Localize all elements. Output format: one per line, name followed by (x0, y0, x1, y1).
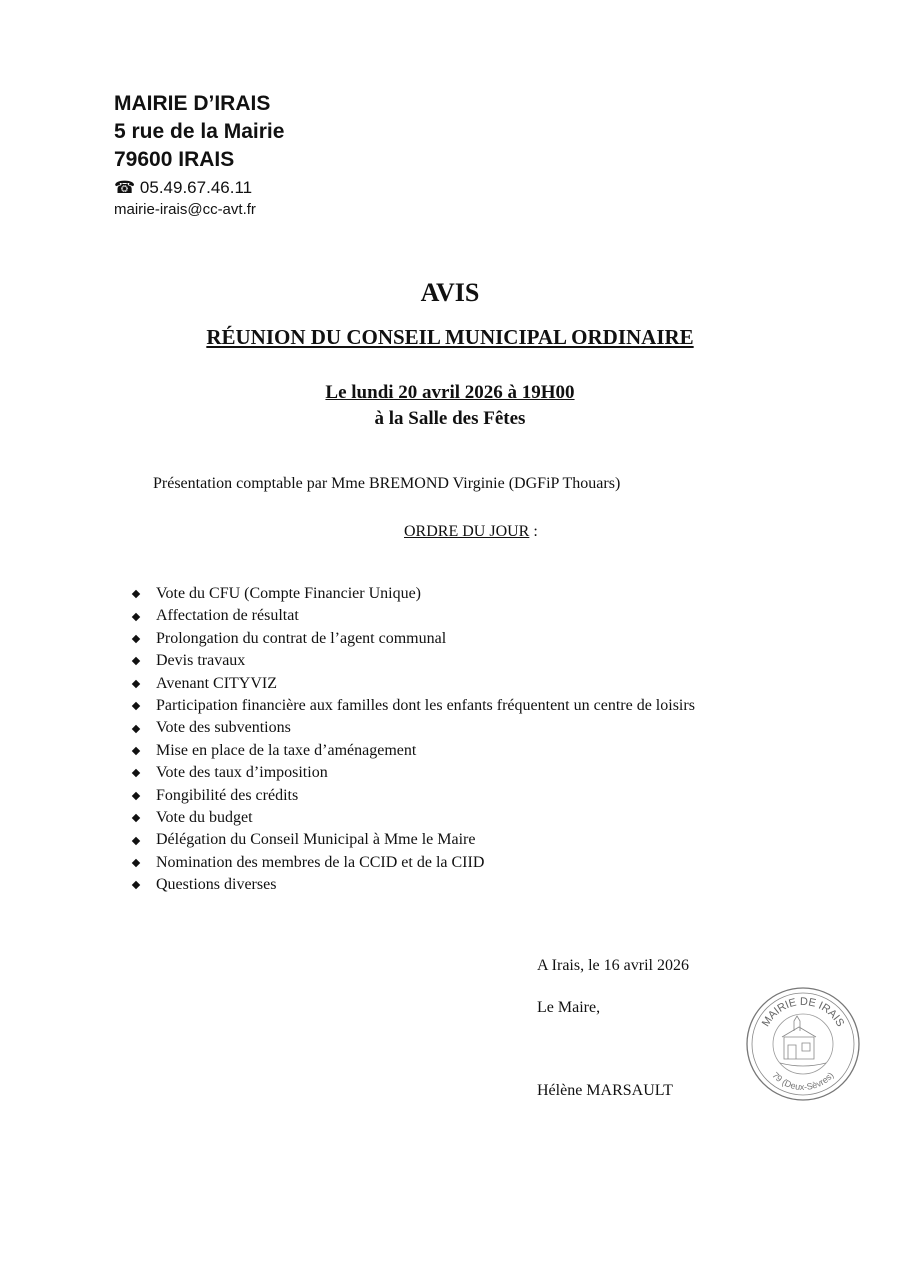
agenda-item-text: Mise en place de la taxe d’aménagement (156, 741, 417, 759)
bullet-diamond-icon (132, 635, 140, 643)
agenda-item (130, 673, 695, 695)
signoff-place-date: A Irais, le 16 avril 2026 (537, 957, 689, 974)
email-address: mairie-irais@cc-avt.fr (114, 201, 256, 218)
stamp-top-text: MAIRIE DE IRAIS (759, 995, 847, 1029)
bullet-diamond-icon (132, 769, 140, 777)
agenda-item (130, 807, 695, 829)
org-name: MAIRIE D’IRAIS (114, 92, 271, 115)
agenda-heading-text: ORDRE DU JOUR (404, 523, 530, 540)
telephone-icon: ☎ (114, 178, 136, 197)
stamp-emblem (780, 1016, 826, 1066)
bullet-diamond-icon (132, 814, 140, 822)
agenda-item (130, 695, 695, 717)
agenda-item (130, 785, 695, 807)
agenda-item-text: Délégation du Conseil Municipal à Mme le Maire (156, 831, 476, 849)
signoff-name: Hélène MARSAULT (537, 1082, 673, 1099)
mairie-stamp (744, 985, 862, 1103)
agenda-item (130, 583, 695, 605)
bullet-diamond-icon (132, 680, 140, 688)
agenda-heading (404, 523, 538, 541)
agenda-item (130, 762, 695, 784)
bullet-diamond-icon (132, 792, 140, 800)
bullet-diamond-icon (132, 881, 140, 889)
agenda-item-text: Nomination des membres de la CCID et de la CIID (156, 853, 485, 871)
agenda-item-text: Fongibilité des crédits (156, 786, 299, 804)
bullet-diamond-icon (132, 747, 140, 755)
presentation-line: Présentation comptable par Mme BREMOND Virginie (DGFiP Thouars) (153, 475, 621, 492)
agenda-item (130, 829, 695, 851)
agenda-item-text: Questions diverses (156, 876, 277, 894)
agenda-item (130, 852, 695, 874)
agenda-item (130, 628, 695, 650)
document-title: AVIS (420, 278, 480, 307)
org-city: 79600 IRAIS (114, 148, 235, 171)
agenda-item-text: Vote du budget (156, 809, 253, 827)
agenda-item-text: Devis travaux (156, 652, 246, 670)
bullet-diamond-icon (132, 612, 140, 620)
agenda-item-text: Vote du CFU (Compte Financier Unique) (156, 585, 422, 602)
agenda-item-text: Vote des taux d’imposition (156, 764, 328, 782)
agenda-item-text: Vote des subventions (156, 719, 291, 737)
agenda-item (130, 874, 695, 896)
bullet-diamond-icon (132, 836, 140, 844)
agenda-item-text: Participation financière aux familles dont les enfants fréquentent un centre de loisirs (156, 697, 695, 715)
bullet-diamond-icon (132, 657, 140, 665)
meeting-place: à la Salle des Fêtes (374, 408, 526, 429)
stamp-bottom-text: 79 (Deux-Sèvres) (770, 1070, 836, 1093)
agenda-list (130, 583, 695, 897)
agenda-item (130, 650, 695, 672)
meeting-date: Le lundi 20 avril 2026 à 19H00 (325, 382, 575, 403)
agenda-item-text: Prolongation du contrat de l’agent communal (156, 629, 447, 647)
agenda-item (130, 717, 695, 739)
agenda-heading-colon: : (529, 523, 538, 540)
agenda-item (130, 740, 695, 762)
agenda-item-text: Avenant CITYVIZ (156, 674, 277, 692)
bullet-diamond-icon (132, 590, 140, 598)
bullet-diamond-icon (132, 702, 140, 710)
letterhead (114, 90, 284, 220)
bullet-diamond-icon (132, 724, 140, 732)
bullet-diamond-icon (132, 859, 140, 867)
signoff-role: Le Maire, (537, 999, 601, 1016)
agenda-item-text: Affectation de résultat (156, 607, 299, 625)
phone-number: 05.49.67.46.11 (139, 178, 253, 197)
document-subtitle: RÉUNION DU CONSEIL MUNICIPAL ORDINAIRE (206, 325, 694, 349)
org-street: 5 rue de la Mairie (114, 120, 285, 143)
agenda-item (130, 605, 695, 627)
phone-line (114, 176, 284, 200)
